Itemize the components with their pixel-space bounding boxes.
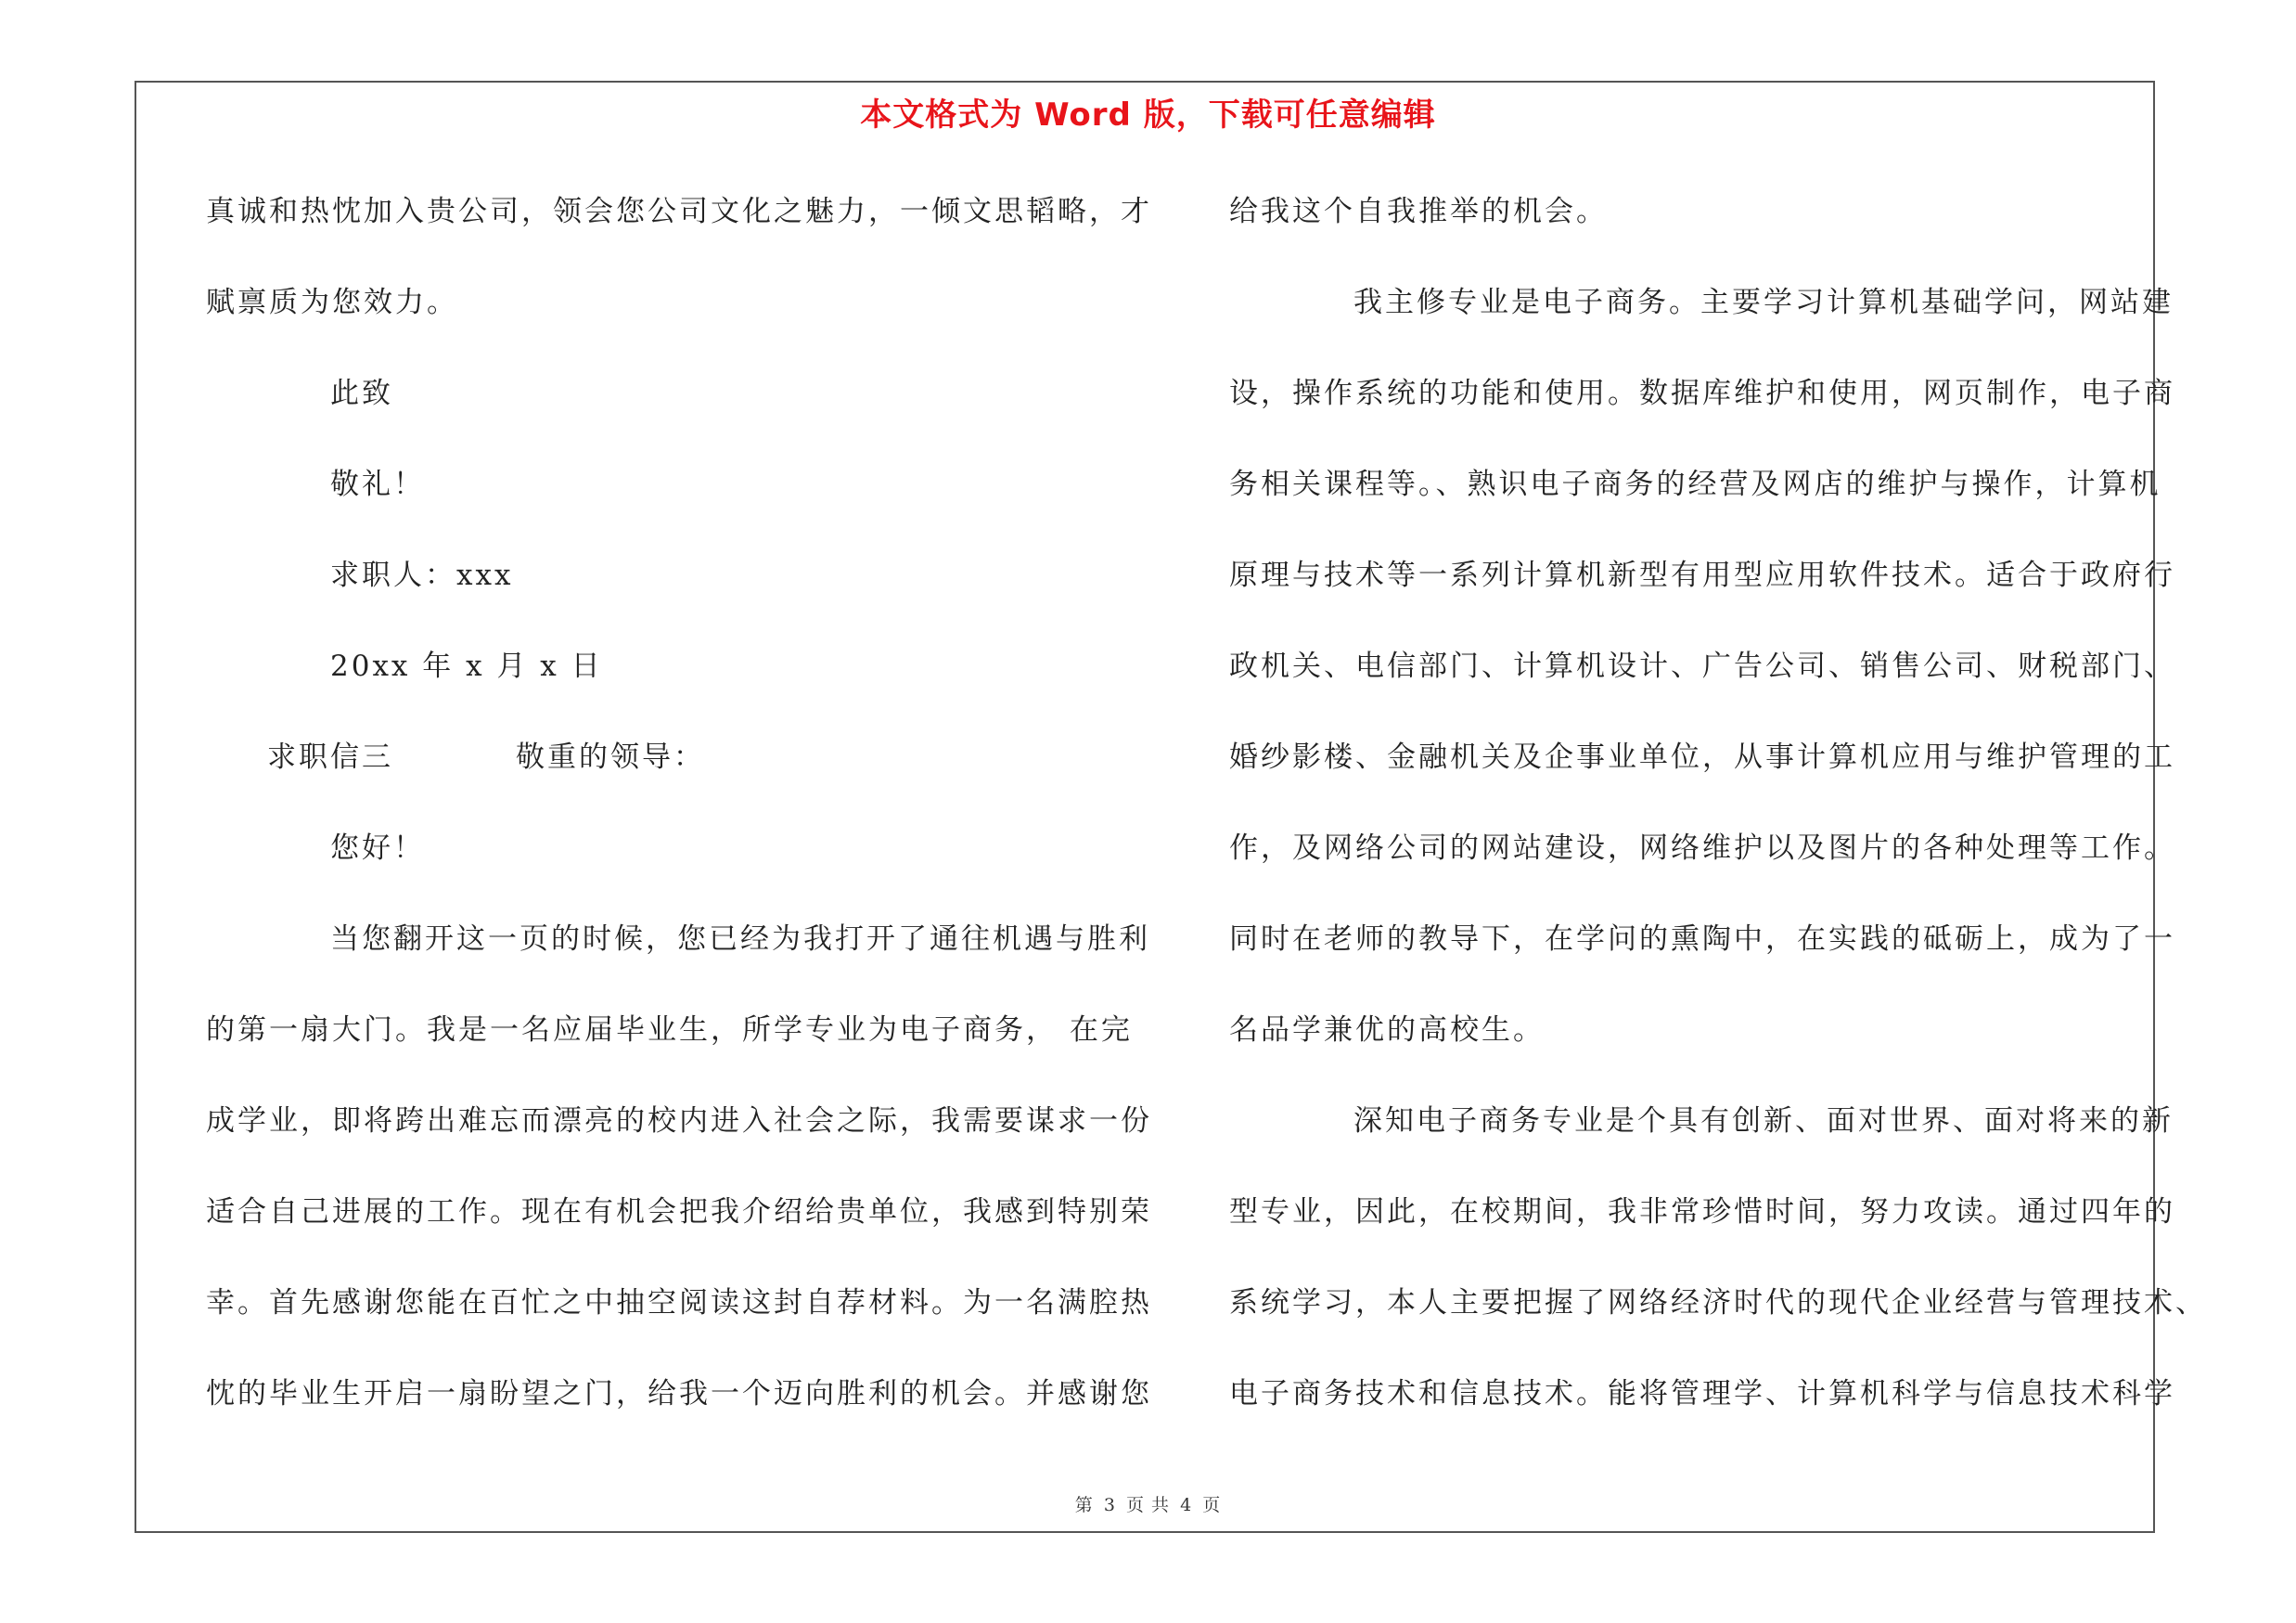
text-line: 给我这个自我推举的机会。 (1229, 195, 1608, 228)
greeting-recipient: 敬重的领导： (516, 741, 705, 774)
text-line: 系统学习，本人主要把握了网络经济时代的现代企业经营与管理技术、 (1229, 1286, 2207, 1320)
text-line: 赋禀质为您效力。 (206, 286, 458, 319)
text-line: 真诚和热忱加入贵公司，领会您公司文化之魅力，一倾文思韬略，才 (206, 195, 1152, 228)
text-line: 忱的毕业生开启一扇盼望之门，给我一个迈向胜利的机会。并感谢您 (206, 1377, 1152, 1410)
text-line: 的第一扇大门。我是一名应届毕业生，所学专业为电子商务， 在完 (206, 1013, 1133, 1047)
text-line: 电子商务技术和信息技术。能将管理学、计算机科学与信息技术科学 (1229, 1377, 2175, 1410)
text-line: 原理与技术等一系列计算机新型有用型应用软件技术。适合于政府行 (1229, 559, 2175, 592)
applicant-signature: 求职人：xxx (330, 559, 514, 592)
footer-prefix: 第 (1074, 1495, 1094, 1515)
greeting: 您好！ (330, 831, 425, 865)
paragraph-start: 深知电子商务专业是个具有创新、面对世界、面对将来的新 (1353, 1104, 2174, 1138)
closing-regards: 敬礼！ (330, 468, 425, 501)
text-line: 婚纱影楼、金融机关及企事业单位，从事计算机应用与维护管理的工 (1229, 741, 2175, 774)
text-line: 幸。首先感谢您能在百忙之中抽空阅读这封自荐材料。为一名满腔热 (206, 1286, 1152, 1320)
letter-date: 20xx 年 x 月 x 日 (330, 650, 603, 683)
text-line: 作，及网络公司的网站建设，网络维护以及图片的各种处理等工作。 (1229, 831, 2175, 865)
text-line: 成学业，即将跨出难忘而漂亮的校内进入社会之际，我需要谋求一份 (206, 1104, 1152, 1138)
total-page-count: 4 (1180, 1495, 1193, 1515)
closing-salutation: 此致 (330, 377, 393, 410)
paragraph-start: 当您翻开这一页的时候，您已经为我打开了通往机遇与胜利 (330, 922, 1150, 956)
text-line: 型专业，因此，在校期间，我非常珍惜时间，努力攻读。通过四年的 (1229, 1195, 2175, 1229)
text-line: 政机关、电信部门、计算机设计、广告公司、销售公司、财税部门、 (1229, 650, 2175, 683)
text-line: 名品学兼优的高校生。 (1229, 1013, 1545, 1047)
page-number-footer (0, 1491, 2296, 1516)
footer-middle: 页 共 (1125, 1495, 1171, 1515)
text-line: 适合自己进展的工作。现在有机会把我介绍给贵单位，我感到特别荣 (206, 1195, 1152, 1229)
current-page-number: 3 (1103, 1495, 1116, 1515)
text-line: 同时在老师的教导下，在学问的熏陶中，在实践的砥砺上，成为了一 (1229, 922, 2175, 956)
text-line: 务相关课程等。、熟识电子商务的经营及网店的维护与操作，计算机 (1229, 468, 2161, 501)
text-line: 设，操作系统的功能和使用。数据库维护和使用，网页制作，电子商 (1229, 377, 2175, 410)
section-heading: 求职信三 (267, 741, 393, 774)
footer-suffix: 页 (1202, 1495, 1222, 1515)
word-format-banner: 本文格式为 Word 版，下载可任意编辑 (860, 97, 1436, 134)
paragraph-start: 我主修专业是电子商务。主要学习计算机基础学问，网站建 (1353, 286, 2174, 319)
